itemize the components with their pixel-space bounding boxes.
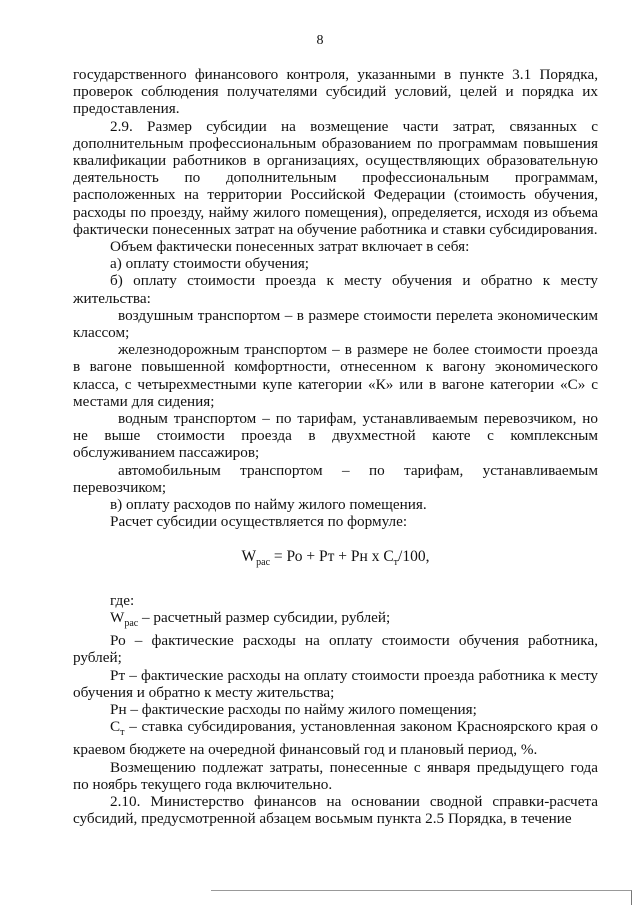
list-item: в) оплату расходов по найму жилого помещения. — [110, 496, 427, 514]
definition-ro: Ро – фактические расходы на оплату стоимости обучения работника, рублей; — [73, 632, 598, 667]
list-item: автомобильным транспортом – по тарифам, устанавливаемым перевозчиком; — [73, 461, 598, 496]
definition-c: $С_т$ – ставка субсидирования, установленная законом Красноярского края о краевом бюджете на очередной финансовый год и плановый период, %. — [73, 718, 598, 759]
list-item: воздушным транспортом – в размере стоимости перелета экономическим классом; — [73, 306, 598, 342]
paragraph: Возмещению подлежат затраты, понесенные с января предыдущего года по ноябрь текущего года включительно. — [73, 758, 598, 793]
paragraph: где: — [110, 591, 135, 609]
formula-rhs-subscript: т — [393, 557, 399, 569]
formula — [73, 548, 598, 571]
list-item: водным транспортом – по тарифам, устанавливаемым перевозчиком, но не выше стоимости проезда в двухместной каюте с комплексным обслуживанием пассажиров; — [73, 410, 598, 462]
list-item: железнодорожным транспортом – в размере не более стоимости проезда в вагоне повышенной комфортности, отнесенном к вагону экономического класса, с четырехместными купе категории «К» или в вагоне категории «С» с местами для сидения; — [73, 341, 598, 410]
paragraph: Объем фактически понесенных затрат включает в себя: — [110, 238, 470, 256]
formula-rhs: = Ро + Рт + Рн х С — [270, 548, 394, 566]
scan-edge-line — [211, 890, 632, 905]
definition-rt: Рт – фактические расходы на оплату стоимости проезда работника к месту обучения и обратно к месту жительства; — [73, 666, 598, 701]
paragraph-2-10: 2.10. Министерство финансов на основании сводной справки-расчета субсидий, предусмотренной абзацем восьмым пункта 2.5 Порядка, в течение — [73, 793, 598, 828]
paragraph: Расчет субсидии осуществляется по формуле: — [110, 513, 408, 531]
formula-rhs-end: /100, — [398, 548, 430, 566]
definition-w: $W_{рас}$ – расчетный размер субсидии, рублей; — [110, 608, 391, 630]
definition-rn: Рн – фактические расходы по найму жилого помещения; — [110, 701, 477, 719]
formula-lhs: W — [241, 548, 257, 566]
list-item: б) оплату стоимости проезда к месту обучения и обратно к месту жительства: — [73, 272, 598, 307]
paragraph: государственного финансового контроля, указанными в пункте 3.1 Порядка, проверок соблюдения получателями субсидий условий, целей и порядка их предоставления. — [73, 66, 598, 118]
page-number: 8 — [316, 33, 324, 48]
formula-lhs-subscript: рас — [256, 557, 271, 569]
document-body — [73, 66, 598, 827]
list-item: а) оплату стоимости обучения; — [110, 255, 310, 273]
paragraph-2-9: 2.9. Размер субсидии на возмещение части затрат, связанных с дополнительным профессиональным образованием по программам повышения квалификации работников в организациях, осуществляющих образовательную деятельность по дополнительным профессиональным программам, расположенных на территории Российской Федерации (стоимость обучения, расходы по проезду, найму жилого помещения), определяется, исходя из объема фактически понесенных затрат на обучение работника и ставки субсидирования. — [73, 117, 598, 238]
